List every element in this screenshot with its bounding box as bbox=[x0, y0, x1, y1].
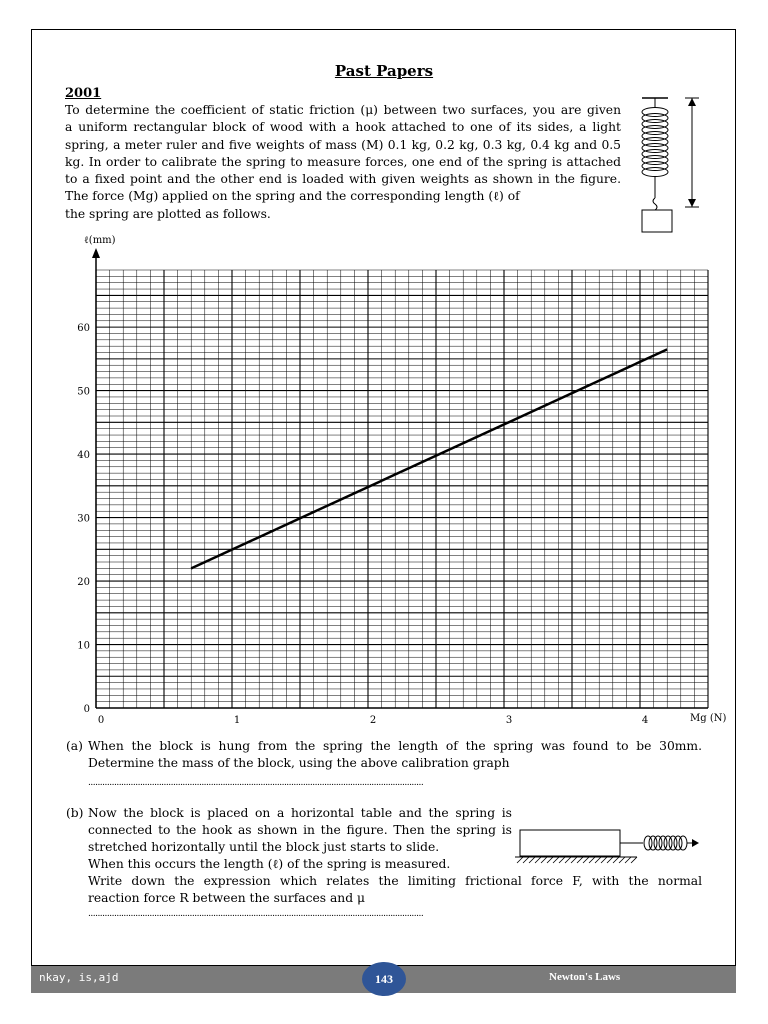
y-axis-arrow bbox=[92, 248, 100, 258]
intro-line: the spring are plotted as follows. bbox=[65, 206, 271, 221]
intro-line: The force (Mg) applied on the spring and the corresponding length (ℓ) of bbox=[65, 189, 520, 204]
y-tick-label: 10 bbox=[77, 640, 90, 652]
question-b-line: stretched horizontally until the block just starts to slide. bbox=[88, 840, 440, 854]
question-b-line: When this occurs the length (ℓ) of the spring is measured. bbox=[88, 857, 451, 871]
x-tick-label: 0 bbox=[97, 715, 105, 726]
graph-grid-fine bbox=[96, 270, 708, 708]
answer-line-b: .............................................................................................................................................. bbox=[88, 909, 424, 919]
page-title: Past Papers bbox=[334, 62, 434, 80]
question-b-line: connected to the hook as shown in the figure. Then the spring is bbox=[88, 823, 512, 837]
page-number-badge: 143 bbox=[362, 962, 406, 996]
question-b-line: Now the block is placed on a horizontal table and the spring is bbox=[88, 806, 512, 820]
intro-paragraph bbox=[65, 102, 621, 223]
calibration-graph bbox=[60, 228, 740, 728]
question-a-label: (a) bbox=[66, 739, 83, 753]
y-tick-label: 0 bbox=[83, 704, 90, 715]
x-axis-label: Mg (N) bbox=[690, 713, 727, 724]
intro-line: spring, a meter ruler and five weights of mass (M) 0.1 kg, 0.2 kg, 0.3 kg, 0.4 kg and 0.5 bbox=[65, 137, 621, 152]
y-tick-label: 20 bbox=[77, 577, 90, 589]
intro-line: kg. In order to calibrate the spring to measure forces, one end of the spring is attached bbox=[65, 154, 621, 169]
x-tick-label: 2 bbox=[369, 715, 377, 726]
y-tick-label: 60 bbox=[77, 323, 90, 335]
footer-left-text: nkay, is,ajd bbox=[39, 971, 119, 984]
question-b-line: Write down the expression which relates the limiting frictional force F, with the normal bbox=[88, 874, 702, 888]
block-on-table-figure bbox=[515, 826, 705, 868]
graph-tick-labels bbox=[77, 323, 648, 726]
y-axis-label: ℓ(mm) bbox=[84, 235, 116, 246]
graph-axes bbox=[92, 248, 708, 708]
answer-line-a: .............................................................................................................................................. bbox=[88, 778, 424, 788]
graph-grid-major bbox=[96, 270, 708, 708]
question-a bbox=[66, 738, 702, 790]
y-tick-label: 40 bbox=[77, 450, 90, 462]
x-tick-label: 4 bbox=[641, 715, 649, 726]
intro-line: a uniform rectangular block of wood with a hook attached to one of its sides, a light bbox=[65, 120, 621, 135]
y-tick-label: 30 bbox=[77, 513, 90, 525]
footer-chapter: Newton's Laws bbox=[549, 971, 621, 983]
intro-line: to a fixed point and the other end is loaded with given weights as shown in the figure. bbox=[65, 172, 621, 187]
year-heading: 2001 bbox=[65, 86, 102, 101]
graph-series bbox=[191, 349, 667, 568]
question-a-line: Determine the mass of the block, using the above calibration graph bbox=[88, 756, 510, 770]
x-tick-label: 3 bbox=[505, 715, 513, 726]
hanging-spring-figure bbox=[630, 92, 710, 237]
question-b-label: (b) bbox=[66, 806, 84, 820]
question-b-line: reaction force R between the surfaces and μ bbox=[88, 891, 365, 905]
calibration-line bbox=[191, 349, 667, 568]
question-a-line: When the block is hung from the spring the length of the spring was found to be 30mm. bbox=[88, 739, 702, 753]
y-tick-label: 50 bbox=[77, 386, 90, 398]
intro-line: To determine the coefficient of static friction (μ) between two surfaces, you are given bbox=[65, 103, 621, 117]
x-tick-label: 1 bbox=[233, 715, 241, 726]
